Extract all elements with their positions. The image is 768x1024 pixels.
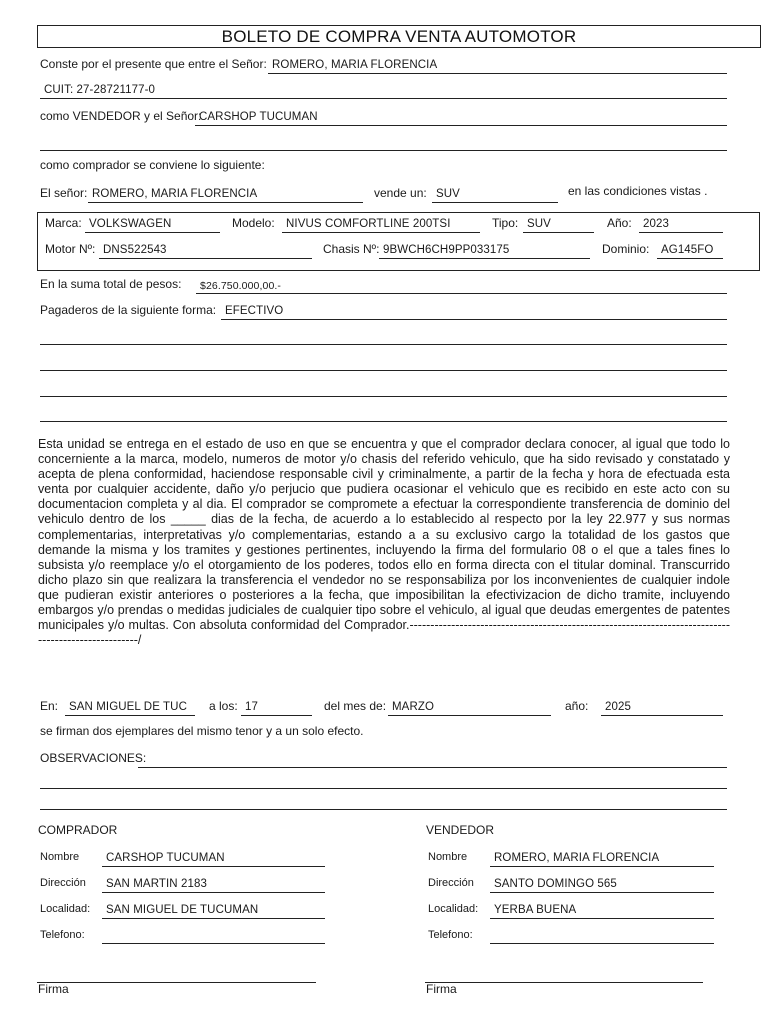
vendedor-nombre-line bbox=[490, 866, 714, 867]
comprador-heading: COMPRADOR bbox=[38, 823, 118, 837]
comprador-telefono-label: Telefono: bbox=[40, 929, 85, 941]
vendedor-direccion-field[interactable]: SANTO DOMINGO 565 bbox=[494, 878, 617, 890]
anio-label: Año: bbox=[607, 216, 632, 230]
vendedor-localidad-line bbox=[490, 918, 714, 919]
dominio-label: Dominio: bbox=[602, 242, 650, 256]
comprador-nombre-line bbox=[102, 866, 325, 867]
vendedor-localidad-label: Localidad: bbox=[428, 903, 479, 915]
vende-line bbox=[432, 202, 558, 203]
vendedor-heading: VENDEDOR bbox=[426, 823, 495, 837]
marca-field[interactable]: VOLKSWAGEN bbox=[89, 218, 172, 230]
modelo-line bbox=[282, 232, 480, 233]
comprador-localidad-line bbox=[102, 918, 325, 919]
vendedor-direccion-label: Dirección bbox=[428, 877, 474, 889]
anio-field[interactable]: 2023 bbox=[643, 218, 669, 230]
buyer-name-field[interactable]: CARSHOP TUCUMAN bbox=[199, 111, 318, 123]
forma-field[interactable]: EFECTIVO bbox=[225, 305, 284, 317]
motor-field[interactable]: DNS522543 bbox=[103, 244, 167, 256]
senor-field[interactable]: ROMERO, MARIA FLORENCIA bbox=[92, 188, 258, 200]
vendedor-firma-label: Firma bbox=[426, 982, 457, 996]
title-box bbox=[37, 25, 761, 48]
comprador-firma-line[interactable] bbox=[37, 982, 316, 983]
firman-label: se firman dos ejemplares del mismo tenor y a un solo efecto. bbox=[40, 724, 364, 738]
blank-line-4 bbox=[40, 396, 727, 397]
marca-label: Marca: bbox=[45, 216, 82, 230]
tipo-field[interactable]: SUV bbox=[527, 218, 551, 230]
blank-line-2 bbox=[40, 344, 727, 345]
vende-field[interactable]: SUV bbox=[436, 188, 460, 200]
conste-label: Conste por el presente que entre el Señor: bbox=[40, 57, 267, 71]
mes-line bbox=[388, 715, 551, 716]
observaciones-label: OBSERVACIONES: bbox=[40, 751, 147, 765]
forma-label: Pagaderos de la siguiente forma: bbox=[40, 303, 217, 317]
mes-field[interactable]: MARZO bbox=[392, 701, 435, 713]
comprador-localidad-label: Localidad: bbox=[40, 903, 91, 915]
comprador-nombre-label: Nombre bbox=[40, 851, 80, 863]
blank-line-1 bbox=[40, 150, 727, 151]
chasis-line bbox=[379, 258, 590, 259]
anio-line bbox=[639, 232, 723, 233]
marca-line bbox=[85, 232, 220, 233]
tipo-line bbox=[523, 232, 594, 233]
dominio-field[interactable]: AG145FO bbox=[661, 244, 714, 256]
dia-field[interactable]: 17 bbox=[245, 701, 258, 713]
mes-label: del mes de: bbox=[324, 699, 387, 713]
vendedor-direccion-line bbox=[490, 892, 714, 893]
comprador-firma-label: Firma bbox=[38, 982, 69, 996]
senor-label: El señor: bbox=[40, 186, 88, 200]
suma-line bbox=[196, 293, 727, 294]
observaciones-line-1[interactable] bbox=[138, 767, 727, 768]
anio-date-line bbox=[601, 715, 723, 716]
document-title: BOLETO DE COMPRA VENTA AUTOMOTOR bbox=[221, 27, 577, 46]
suma-field[interactable]: $26.750.000,00.- bbox=[200, 280, 282, 292]
forma-line bbox=[221, 319, 727, 320]
vendedor-firma-line[interactable] bbox=[425, 982, 703, 983]
comprador-label: como comprador se conviene lo siguiente: bbox=[40, 158, 265, 172]
motor-line bbox=[99, 258, 312, 259]
blank-line-3 bbox=[40, 370, 727, 371]
vende-label: vende un: bbox=[374, 186, 427, 200]
dia-line bbox=[241, 715, 312, 716]
comprador-nombre-field[interactable]: CARSHOP TUCUMAN bbox=[106, 852, 225, 864]
comprador-telefono-line[interactable] bbox=[102, 943, 325, 944]
vendedor-localidad-field[interactable]: YERBA BUENA bbox=[494, 904, 577, 916]
vendedor-telefono-label: Telefono: bbox=[428, 929, 473, 941]
comprador-direccion-label: Dirección bbox=[40, 877, 86, 889]
comprador-direccion-line bbox=[102, 892, 325, 893]
dominio-line bbox=[657, 258, 723, 259]
buyer-name-line bbox=[195, 125, 727, 126]
modelo-field[interactable]: NIVUS COMFORTLINE 200TSI bbox=[286, 218, 451, 230]
chasis-label: Chasis Nº: bbox=[323, 242, 380, 256]
cuit-line bbox=[40, 98, 727, 99]
comprador-localidad-field[interactable]: SAN MIGUEL DE TUCUMAN bbox=[106, 904, 259, 916]
suma-label: En la suma total de pesos: bbox=[40, 277, 182, 291]
en-label: En: bbox=[40, 699, 59, 713]
seller-name-field[interactable]: ROMERO, MARIA FLORENCIA bbox=[272, 59, 438, 71]
observaciones-line-2[interactable] bbox=[40, 788, 727, 789]
observaciones-line-3[interactable] bbox=[40, 809, 727, 810]
senor-line bbox=[88, 202, 363, 203]
clauses-paragraph: Esta unidad se entrega en el estado de uso en que se encuentra y que el comprador declara conocer, al igual que todo lo concerniente a la marca, modelo, numeros de motor y/o chasis del referido vehiculo, que ha sido revisado y constatado y acepta de plena conformidad, haciendose responsable civil y criminalmente, a partir de la fecha y hora de efectuada esta venta por cualquier accidente, daño y/o perjucio que pudiera ocasionar el vehiculo que es recibido en este acto con su documentacion completa y al dia. El comprador se compromete a efectuar la correspondiente transferencia de dominio del vehiculo dentro de los _____ dias de la fecha, de acuerdo a lo establecido al respecto por la ley 22.977 y sus normas complementarias, interpretativas y/o complementarias, estando a a su exclusivo cargo la totalidad de los gastos que demande la misma y los tramites y gestiones pertinentes, incluyendo la firma del formulario 08 o el que a tales fines lo subsista y/o reemplace y/o el otorgamiento de los poderes, todos ello en forma directa con el titular dominal. Transcurrido dicho plazo sin que realizara la transferencia el vendedor no se responsabiliza por los inconvenientes de cualquier indole que pudieran existir anteriores o posteriores a la fecha, que imposibilitan la efectivizacion de dicho tramite, incluyendo embargos y/o prendas o medidas judiciales de cualquier tipo sobre el vehiculo, al igual que deudas emergentes de patentes municipales y/o multas. Con absoluta conformidad del Comprador.-----------------------------------------------------------------------------------------------------/ bbox=[38, 437, 730, 648]
cuit-field[interactable]: CUIT: 27-28721177-0 bbox=[44, 84, 156, 96]
vendedor-nombre-label: Nombre bbox=[428, 851, 468, 863]
seller-name-line bbox=[268, 73, 727, 74]
anio-date-label: año: bbox=[565, 699, 589, 713]
motor-label: Motor Nº: bbox=[45, 242, 96, 256]
a-los-label: a los: bbox=[209, 699, 238, 713]
chasis-field[interactable]: 9BWCH6CH9PP033175 bbox=[383, 244, 510, 256]
comprador-direccion-field[interactable]: SAN MARTIN 2183 bbox=[106, 878, 207, 890]
modelo-label: Modelo: bbox=[232, 216, 275, 230]
lugar-line bbox=[65, 715, 195, 716]
condiciones-label: en las condiciones vistas . bbox=[568, 184, 708, 198]
vendedor-nombre-field[interactable]: ROMERO, MARIA FLORENCIA bbox=[494, 852, 660, 864]
vendedor-telefono-line[interactable] bbox=[490, 943, 714, 944]
lugar-field[interactable]: SAN MIGUEL DE TUC bbox=[69, 701, 187, 713]
anio-date-field[interactable]: 2025 bbox=[605, 701, 631, 713]
blank-line-5 bbox=[40, 421, 727, 422]
vendedor-label: como VENDEDOR y el Señor: bbox=[40, 109, 202, 123]
tipo-label: Tipo: bbox=[492, 216, 519, 230]
